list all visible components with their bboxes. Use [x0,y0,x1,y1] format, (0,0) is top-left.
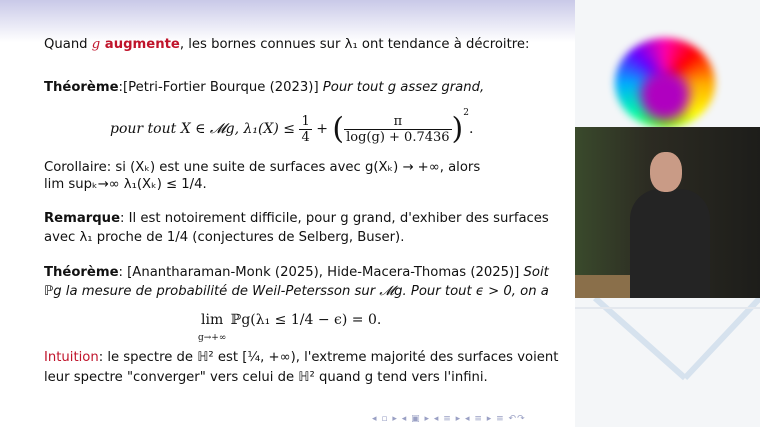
theorem-1: Théorème:[Petri-Fortier Bourque (2023)] Pour tout g assez grand, [44,80,485,95]
speaker-head [650,152,682,192]
speaker-body [630,189,710,298]
beamer-navigation-controls[interactable]: ◂ ▫ ▸ ◂ ▣ ▸ ◂ ≡ ▸ ◂ ≡ ▸ ≡ ↶↷ [372,414,526,424]
formula-2: lim g→+∞ ℙg(λ₁ ≤ 1/4 − ϵ) = 0. [198,312,382,343]
desk [575,275,635,298]
intuition-line-2: leur spectre "converger" vers celui de ℍ² quand g tend vers l'infini. [44,370,488,385]
remark-line-2: avec λ₁ proche de 1/4 (conjectures de Selberg, Buser). [44,230,405,245]
side-panel [575,0,760,427]
formula-1: pour tout X ∈ 𝓜g, λ₁(X) ≤ $\frac{1}{4}$ + ( $\frac{\pi}{\log(g) + 0.7436}$ )$^2$. [110,108,474,147]
surface-image-core [640,70,690,120]
theorem-2-line-1: Théorème: [Anantharaman-Monk (2025), Hide-Macera-Thomas (2025)] Soit [44,265,549,280]
slide-header-band [0,0,575,42]
background-lines [575,298,760,427]
corollary-line-1: Corollaire: si (Xₖ) est une suite de surfaces avec g(Xₖ) → +∞, alors [44,160,481,175]
remark-line-1: Remarque: Il est notoirement difficile, pour g grand, d'exhiber des surfaces [44,211,549,226]
intuition-line-1: Intuition: le spectre de ℍ² est [¼, +∞), l'extreme majorité des surfaces voient [44,350,559,365]
intro-line: Quand g augmente, les bornes connues sur λ₁ ont tendance à décroitre: [44,37,530,52]
theorem-2-line-2: ℙg la mesure de probabilité de Weil-Petersson sur 𝓜g. Pour tout ϵ > 0, on a [44,284,549,299]
speaker-video [575,127,760,298]
corollary-line-2: lim supₖ→∞ λ₁(Xₖ) ≤ 1/4. [44,177,207,192]
